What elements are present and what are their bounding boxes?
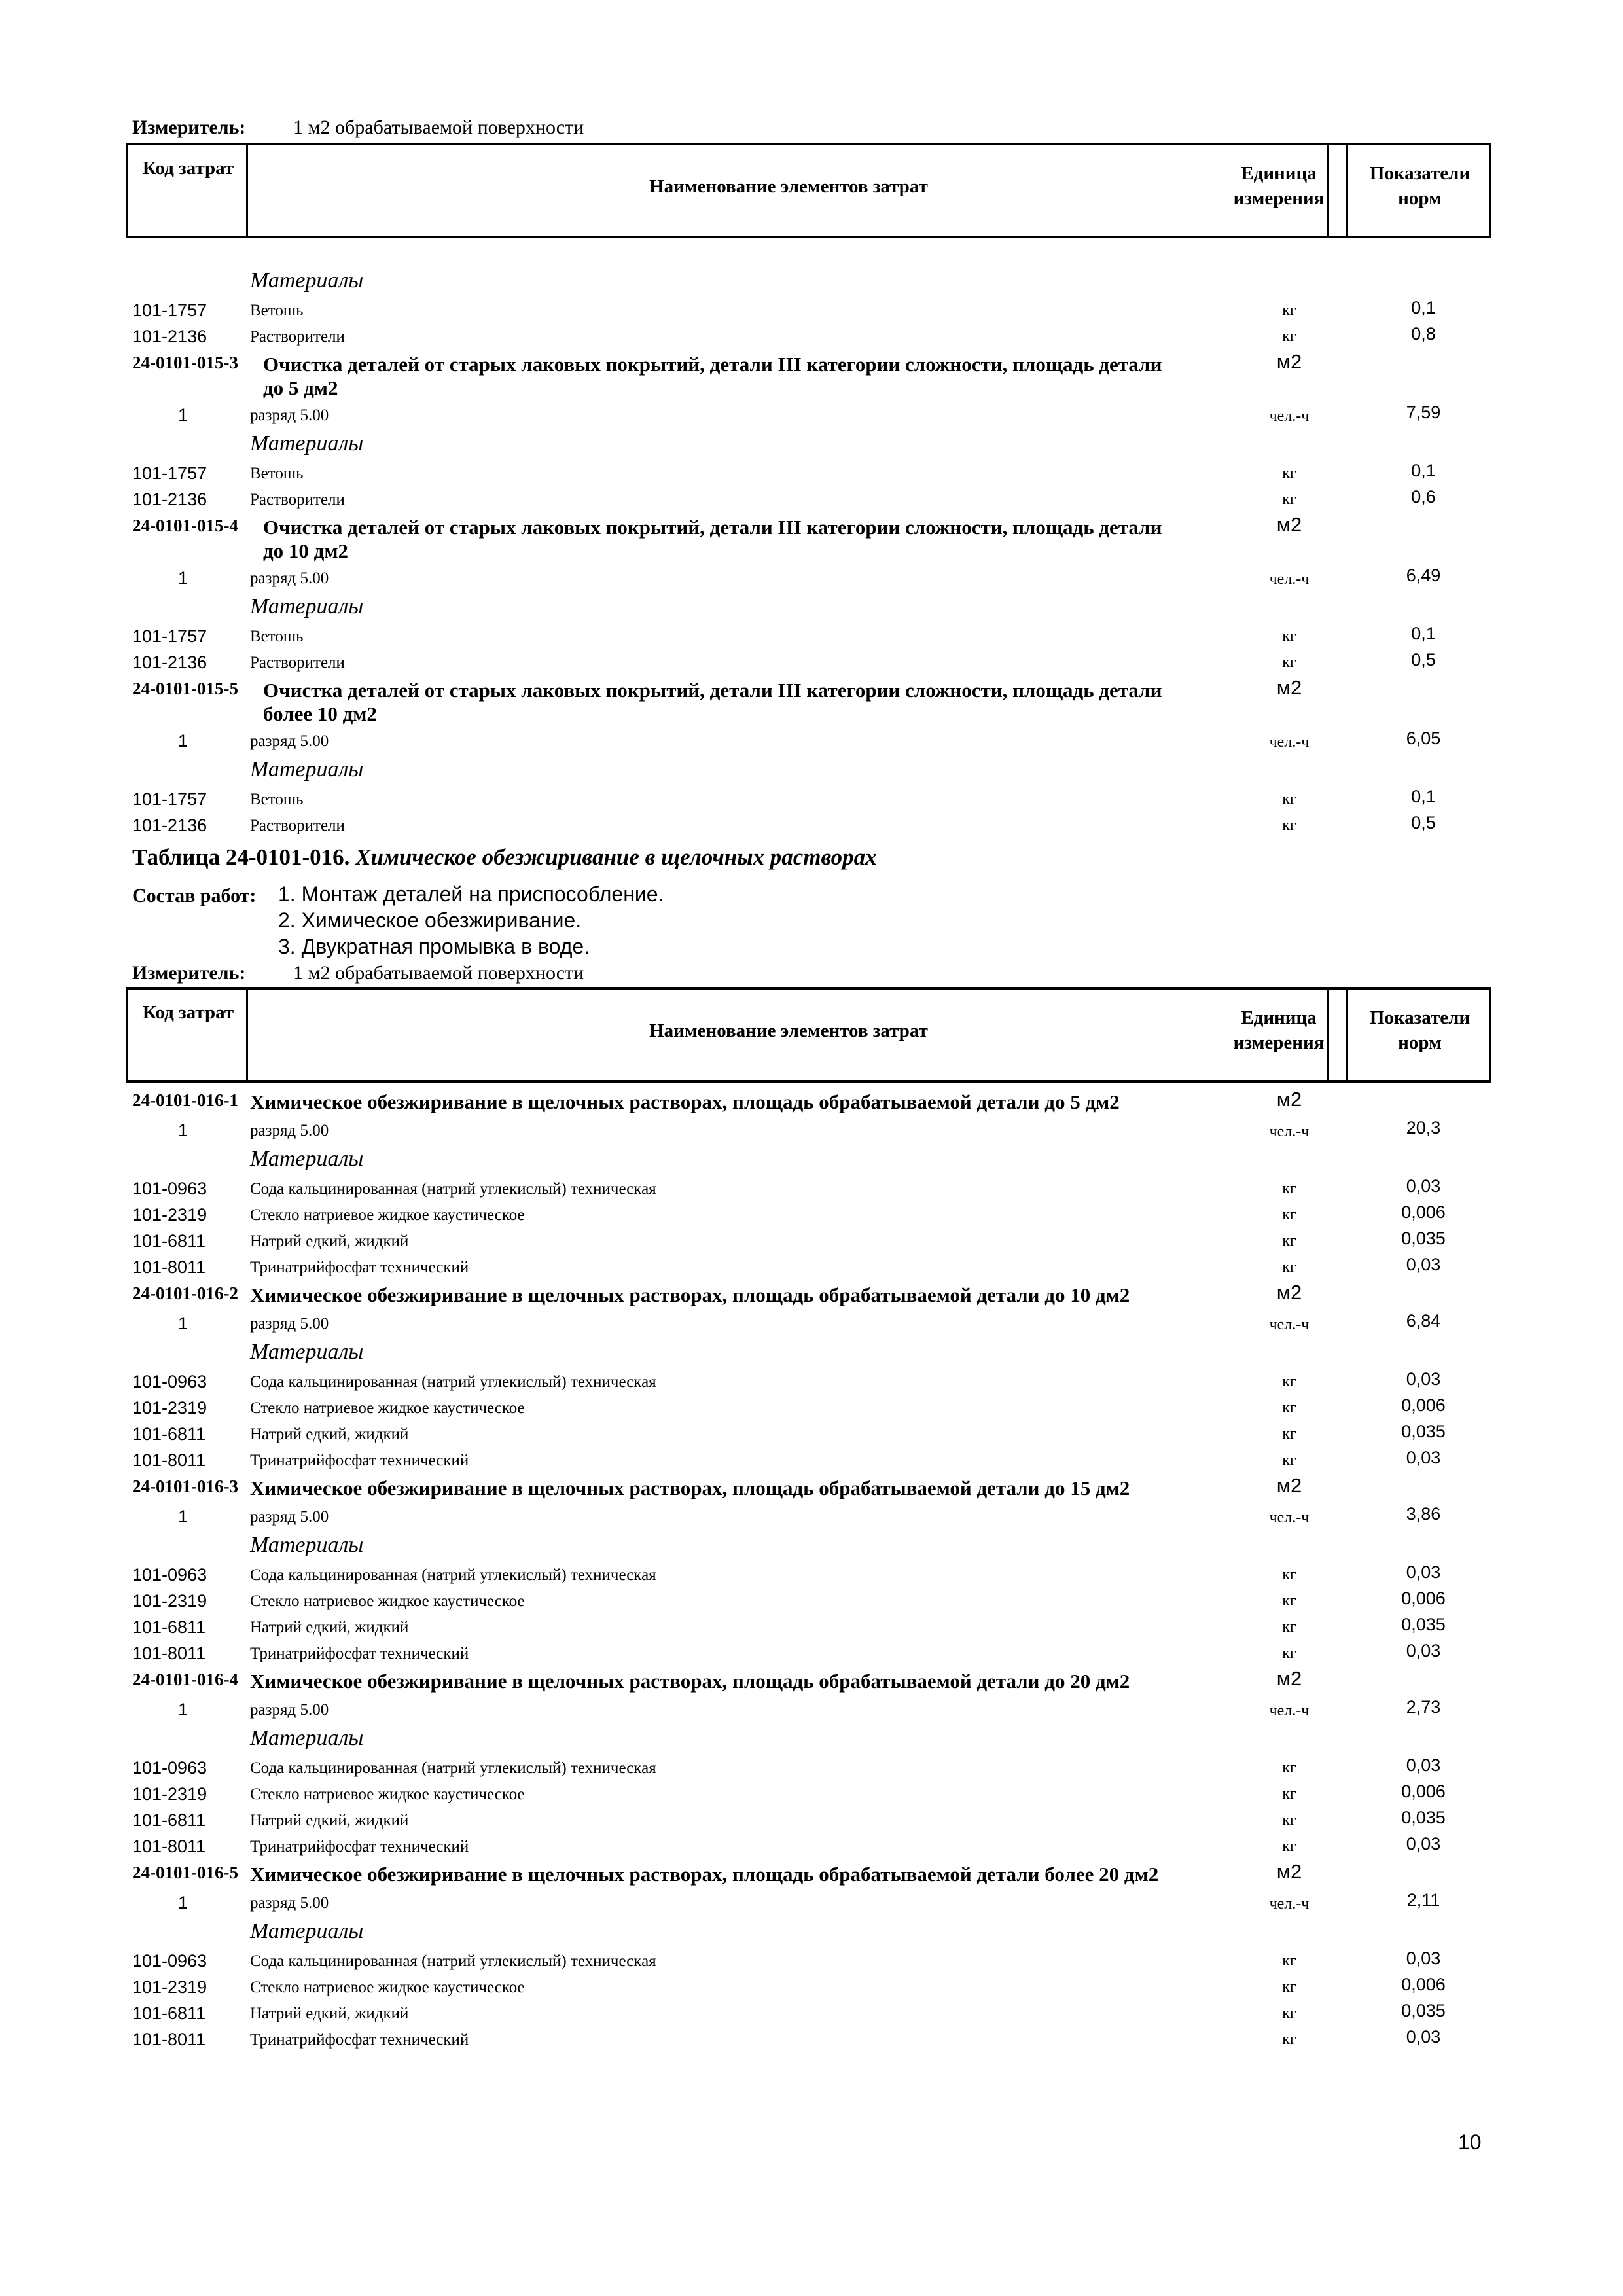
table-row xyxy=(0,1202,1623,1231)
unit-cell: кг xyxy=(1282,1373,1296,1390)
unit-cell: кг xyxy=(1282,465,1296,482)
norm-cell: 0,5 xyxy=(1411,650,1436,670)
item-title: Химическое обезжиривание в щелочных растворах, площадь обрабатываемой детали до 10 дм2 xyxy=(250,1283,1130,1306)
table-row xyxy=(0,350,1623,399)
table-row xyxy=(0,300,1623,327)
unit-cell: кг xyxy=(1282,1259,1296,1276)
header-norm-line2: норм xyxy=(1398,188,1442,209)
grade-name: разряд 5.00 xyxy=(250,1315,329,1333)
header-norm-line1: Показатели xyxy=(1369,163,1471,184)
table-row xyxy=(0,1369,1623,1398)
table-title-prefix: Таблица 24-0101-016. xyxy=(132,844,350,870)
table-row xyxy=(0,1118,1623,1147)
header-col-norm xyxy=(1348,145,1491,236)
table-row xyxy=(0,728,1623,757)
unit-cell: м2 xyxy=(1276,513,1302,536)
resource-code: 101-0963 xyxy=(132,1951,207,1971)
resource-name: Стекло натриевое жидкое каустическое xyxy=(250,1592,525,1610)
header2-unit-line2: измерения xyxy=(1233,1032,1325,1053)
work-item-2: 2. Химическое обезжиривание. xyxy=(278,908,582,932)
resource-code: 101-2136 xyxy=(132,490,207,509)
table-row xyxy=(0,1890,1623,1919)
table-row xyxy=(0,1667,1623,1696)
norm-cell: 0,035 xyxy=(1401,1808,1446,1827)
resource-code: 101-6811 xyxy=(132,1617,206,1637)
table-row xyxy=(0,650,1623,679)
table-row xyxy=(0,1090,1623,1117)
resource-code: 101-0963 xyxy=(132,1758,207,1778)
norm-cell: 0,1 xyxy=(1411,624,1436,643)
resource-code: 101-8011 xyxy=(132,1257,206,1277)
resource-code: 101-2319 xyxy=(132,1784,207,1804)
unit-cell: м2 xyxy=(1276,1860,1302,1883)
table-row xyxy=(0,405,1623,431)
header2-norm-line2: норм xyxy=(1398,1032,1442,1053)
grade-name: разряд 5.00 xyxy=(250,406,329,424)
unit-cell: кг xyxy=(1282,302,1296,319)
unit-cell: чел.-ч xyxy=(1269,1509,1310,1526)
item-code: 24-0101-016-1 xyxy=(132,1090,238,1110)
unit-cell: кг xyxy=(1282,328,1296,345)
norm-cell: 0,035 xyxy=(1401,2001,1446,2020)
resource-name: Растворители xyxy=(250,654,345,672)
unit-cell: чел.-ч xyxy=(1269,571,1310,588)
table-row xyxy=(0,268,1623,297)
header-col-unit xyxy=(1209,145,1348,236)
unit-cell: кг xyxy=(1282,2005,1296,2022)
resource-name: Сода кальцинированная (натрий углекислый) техническая xyxy=(250,1566,656,1584)
resource-code: 101-0963 xyxy=(132,1565,207,1585)
unit-cell: кг xyxy=(1282,654,1296,671)
resource-code: 101-6811 xyxy=(132,1810,206,1830)
resource-code: 101-1757 xyxy=(132,789,207,809)
grade-count: 1 xyxy=(178,1700,188,1719)
resource-name: Тринатрийфосфат технический xyxy=(250,1259,469,1276)
norm-cell: 0,006 xyxy=(1401,1782,1446,1801)
table-row xyxy=(0,1726,1623,1755)
unit-cell: чел.-ч xyxy=(1269,1895,1310,1912)
norm-cell: 0,1 xyxy=(1411,298,1436,317)
resource-name: Натрий едкий, жидкий xyxy=(250,1426,409,1443)
table-row xyxy=(0,1311,1623,1340)
grade-count: 1 xyxy=(178,731,188,751)
table-row xyxy=(0,1257,1623,1283)
unit-cell: кг xyxy=(1282,1838,1296,1855)
unit-cell: кг xyxy=(1282,1592,1296,1609)
header2-col-code xyxy=(128,990,248,1080)
meter-value: 1 м2 обрабатываемой поверхности xyxy=(293,117,584,138)
resource-code: 101-2319 xyxy=(132,1977,207,1997)
resource-code: 101-2136 xyxy=(132,327,207,346)
resource-name: Тринатрийфосфат технический xyxy=(250,2031,469,2049)
work-label: Состав работ: xyxy=(132,885,257,906)
table-row xyxy=(0,1588,1623,1617)
norm-cell: 0,5 xyxy=(1411,813,1436,833)
item-title: Химическое обезжиривание в щелочных растворах, площадь обрабатываемой детали более 20 дм2 xyxy=(250,1863,1159,1886)
table-row xyxy=(0,1860,1623,1889)
materials-heading: Материалы xyxy=(250,1147,364,1171)
table-row xyxy=(0,1535,1623,1562)
unit-cell: м2 xyxy=(1276,1088,1302,1111)
resource-name: Тринатрийфосфат технический xyxy=(250,1452,469,1469)
norm-cell: 0,03 xyxy=(1406,1641,1441,1660)
unit-cell: кг xyxy=(1282,1566,1296,1583)
resource-name: Сода кальцинированная (натрий углекислый) техническая xyxy=(250,1373,656,1391)
header-name: Наименование элементов затрат xyxy=(649,176,928,197)
norm-cell: 0,03 xyxy=(1406,1948,1441,1968)
table-row xyxy=(0,1474,1623,1503)
header2-name: Наименование элементов затрат xyxy=(649,1020,928,1041)
resource-code: 101-0963 xyxy=(132,1179,207,1198)
table-row xyxy=(0,1395,1623,1424)
norm-cell: 0,6 xyxy=(1411,487,1436,507)
resource-name: Натрий едкий, жидкий xyxy=(250,2005,409,2022)
grade-count: 1 xyxy=(178,1507,188,1526)
table-row xyxy=(0,2003,1623,2030)
resource-code: 101-2319 xyxy=(132,1205,207,1225)
table-row xyxy=(0,463,1623,490)
grade-count: 1 xyxy=(178,1893,188,1912)
materials-heading: Материалы xyxy=(250,757,364,781)
resource-name: Стекло натриевое жидкое каустическое xyxy=(250,1979,525,1996)
resource-code: 101-6811 xyxy=(132,2003,206,2023)
resource-name: Стекло натриевое жидкое каустическое xyxy=(250,1785,525,1803)
item-title: Очистка деталей от старых лаковых покрытий, детали III категории сложности, площадь детали xyxy=(263,516,1162,539)
grade-name: разряд 5.00 xyxy=(250,569,329,587)
table-row xyxy=(0,1504,1623,1533)
table-row xyxy=(0,1948,1623,1977)
grade-name: разряд 5.00 xyxy=(250,1508,329,1526)
resource-name: Ветошь xyxy=(250,628,304,645)
unit-cell: м2 xyxy=(1276,1474,1302,1497)
unit-cell: кг xyxy=(1282,1426,1296,1443)
item-code: 24-0101-016-4 xyxy=(132,1670,238,1689)
header2-col-norm xyxy=(1348,990,1491,1080)
resource-code: 101-8011 xyxy=(132,1450,206,1470)
materials-heading: Материалы xyxy=(250,1533,364,1557)
resource-name: Ветошь xyxy=(250,465,304,482)
table-row xyxy=(0,1149,1623,1175)
header-unit-line1: Единица xyxy=(1241,163,1317,184)
norm-cell: 0,035 xyxy=(1401,1615,1446,1634)
resource-code: 101-8011 xyxy=(132,2030,206,2049)
header2-col-unit xyxy=(1209,990,1348,1080)
table-row xyxy=(0,594,1623,623)
resource-code: 101-1757 xyxy=(132,463,207,483)
meter-label-2: Измеритель: xyxy=(132,962,246,984)
resource-name: Тринатрийфосфат технический xyxy=(250,1838,469,1856)
item-code: 24-0101-015-3 xyxy=(132,353,238,372)
table-row xyxy=(0,1834,1623,1863)
work-item-1: 1. Монтаж деталей на приспособление. xyxy=(278,882,664,906)
resource-code: 101-6811 xyxy=(132,1424,206,1444)
item-code: 24-0101-015-4 xyxy=(132,516,238,535)
header-code: Код затрат xyxy=(142,158,234,179)
table-header-2 xyxy=(126,987,1491,1083)
materials-heading: Материалы xyxy=(250,1340,364,1364)
table-row xyxy=(0,324,1623,353)
item-title-cont: до 5 дм2 xyxy=(263,376,338,399)
norm-cell: 6,84 xyxy=(1406,1311,1441,1331)
norm-cell: 0,03 xyxy=(1406,1834,1441,1854)
unit-cell: кг xyxy=(1282,1785,1296,1803)
norm-cell: 0,006 xyxy=(1401,1975,1446,1994)
table-row xyxy=(0,1424,1623,1450)
table-row xyxy=(0,1755,1623,1784)
table-row xyxy=(0,813,1623,842)
norm-cell: 6,49 xyxy=(1406,565,1441,585)
resource-name: Сода кальцинированная (натрий углекислый) техническая xyxy=(250,1952,656,1970)
materials-heading: Материалы xyxy=(250,594,364,619)
unit-cell: кг xyxy=(1282,1180,1296,1197)
resource-code: 101-2136 xyxy=(132,653,207,672)
norm-cell: 0,03 xyxy=(1406,1448,1441,1467)
unit-cell: чел.-ч xyxy=(1269,1702,1310,1719)
norm-cell: 0,1 xyxy=(1411,787,1436,806)
work-item-3: 3. Двукратная промывка в воде. xyxy=(278,935,590,958)
resource-code: 101-2136 xyxy=(132,816,207,835)
table-row xyxy=(0,1283,1623,1310)
header2-unit-line1: Единица xyxy=(1241,1007,1317,1028)
table-title-text: Химическое обезжиривание в щелочных растворах xyxy=(355,844,877,870)
resource-name: Стекло натриевое жидкое каустическое xyxy=(250,1206,525,1224)
header-col-code xyxy=(128,145,248,236)
norm-cell: 20,3 xyxy=(1406,1118,1441,1138)
norm-cell: 0,035 xyxy=(1401,1422,1446,1441)
grade-count: 1 xyxy=(178,405,188,425)
grade-name: разряд 5.00 xyxy=(250,1122,329,1139)
norm-cell: 0,03 xyxy=(1406,1255,1441,1274)
table-row xyxy=(0,626,1623,653)
table-row xyxy=(0,1562,1623,1591)
header-col-name xyxy=(248,145,1329,236)
resource-code: 101-2319 xyxy=(132,1591,207,1611)
resource-code: 101-8011 xyxy=(132,1643,206,1663)
unit-cell: кг xyxy=(1282,1452,1296,1469)
table-row xyxy=(0,1919,1623,1948)
grade-count: 1 xyxy=(178,1314,188,1333)
materials-heading: Материалы xyxy=(250,431,364,456)
unit-cell: кг xyxy=(1282,491,1296,508)
table-row xyxy=(0,1450,1623,1477)
table-row xyxy=(0,487,1623,516)
item-title-cont: более 10 дм2 xyxy=(263,702,377,725)
table-row xyxy=(0,789,1623,816)
item-title-cont: до 10 дм2 xyxy=(263,539,348,562)
unit-cell: кг xyxy=(1282,1952,1296,1969)
resource-name: Натрий едкий, жидкий xyxy=(250,1232,409,1250)
norm-cell: 6,05 xyxy=(1406,728,1441,748)
unit-cell: м2 xyxy=(1276,676,1302,699)
item-code: 24-0101-016-3 xyxy=(132,1477,238,1496)
table-row xyxy=(0,565,1623,594)
resource-name: Растворители xyxy=(250,328,345,346)
norm-cell: 2,73 xyxy=(1406,1697,1441,1717)
resource-name: Ветошь xyxy=(250,302,304,319)
norm-cell: 3,86 xyxy=(1406,1504,1441,1524)
grade-name: разряд 5.00 xyxy=(250,1894,329,1912)
resource-name: Сода кальцинированная (натрий углекислый) техническая xyxy=(250,1759,656,1777)
resource-name: Ветошь xyxy=(250,791,304,808)
item-title: Очистка деталей от старых лаковых покрытий, детали III категории сложности, площадь детали xyxy=(263,679,1162,702)
unit-cell: м2 xyxy=(1276,350,1302,373)
header2-norm-line1: Показатели xyxy=(1369,1007,1471,1028)
unit-cell: кг xyxy=(1282,1206,1296,1223)
table-row xyxy=(0,1176,1623,1205)
table-row xyxy=(0,1784,1623,1810)
norm-cell: 0,035 xyxy=(1401,1229,1446,1248)
materials-heading: Материалы xyxy=(250,1726,364,1750)
unit-cell: кг xyxy=(1282,628,1296,645)
table-title xyxy=(132,844,877,870)
table-row xyxy=(0,1231,1623,1257)
grade-count: 1 xyxy=(178,568,188,588)
table-row xyxy=(0,676,1623,725)
table-row xyxy=(0,1643,1623,1670)
table-row xyxy=(0,1617,1623,1643)
norm-cell: 0,006 xyxy=(1401,1202,1446,1222)
resource-name: Сода кальцинированная (натрий углекислый) техническая xyxy=(250,1180,656,1198)
meter-label: Измеритель: xyxy=(132,117,246,138)
header2-code: Код затрат xyxy=(142,1002,234,1023)
unit-cell: кг xyxy=(1282,817,1296,834)
norm-cell: 0,006 xyxy=(1401,1588,1446,1608)
resource-code: 101-1757 xyxy=(132,626,207,646)
table-row xyxy=(0,1810,1623,1837)
norm-cell: 0,03 xyxy=(1406,1176,1441,1196)
resource-code: 101-1757 xyxy=(132,300,207,320)
unit-cell: кг xyxy=(1282,1812,1296,1829)
norm-cell: 0,03 xyxy=(1406,1369,1441,1389)
table-header-1 xyxy=(126,143,1491,238)
norm-cell: 0,03 xyxy=(1406,1755,1441,1775)
resource-name: Натрий едкий, жидкий xyxy=(250,1812,409,1829)
norm-cell: 2,11 xyxy=(1406,1890,1440,1910)
norm-cell: 0,03 xyxy=(1406,2027,1441,2047)
resource-name: Растворители xyxy=(250,491,345,509)
item-title: Очистка деталей от старых лаковых покрытий, детали III категории сложности, площадь детали xyxy=(263,353,1162,376)
resource-name: Растворители xyxy=(250,817,345,834)
norm-cell: 0,1 xyxy=(1411,461,1436,480)
norm-cell: 0,8 xyxy=(1411,324,1436,344)
meter-value-2: 1 м2 обрабатываемой поверхности xyxy=(293,962,584,984)
item-code: 24-0101-016-2 xyxy=(132,1283,238,1303)
header2-col-name xyxy=(248,990,1329,1080)
materials-heading: Материалы xyxy=(250,268,364,293)
unit-cell: чел.-ч xyxy=(1269,734,1310,751)
unit-cell: чел.-ч xyxy=(1269,1123,1310,1140)
unit-cell: чел.-ч xyxy=(1269,1316,1310,1333)
unit-cell: кг xyxy=(1282,1232,1296,1249)
norm-cell: 7,59 xyxy=(1406,403,1441,422)
norm-cell: 0,006 xyxy=(1401,1395,1446,1415)
item-title: Химическое обезжиривание в щелочных растворах, площадь обрабатываемой детали до 20 дм2 xyxy=(250,1670,1130,1693)
resource-name: Стекло натриевое жидкое каустическое xyxy=(250,1399,525,1417)
unit-cell: кг xyxy=(1282,1645,1296,1662)
resource-name: Натрий едкий, жидкий xyxy=(250,1619,409,1636)
unit-cell: кг xyxy=(1282,791,1296,808)
unit-cell: чел.-ч xyxy=(1269,408,1310,425)
table-row xyxy=(0,431,1623,460)
resource-name: Тринатрийфосфат технический xyxy=(250,1645,469,1662)
header-unit-line2: измерения xyxy=(1233,188,1325,209)
item-code: 24-0101-015-5 xyxy=(132,679,238,698)
materials-heading: Материалы xyxy=(250,1919,364,1943)
resource-code: 101-6811 xyxy=(132,1231,206,1251)
resource-code: 101-0963 xyxy=(132,1372,207,1391)
resource-code: 101-8011 xyxy=(132,1837,206,1856)
table-row xyxy=(0,2027,1623,2056)
norm-cell: 0,03 xyxy=(1406,1562,1441,1582)
resource-code: 101-2319 xyxy=(132,1398,207,1418)
table-row xyxy=(0,757,1623,786)
table-row xyxy=(0,1697,1623,1726)
item-code: 24-0101-016-5 xyxy=(132,1863,238,1882)
unit-cell: кг xyxy=(1282,2031,1296,2048)
table-row xyxy=(0,1977,1623,2003)
grade-name: разряд 5.00 xyxy=(250,732,329,750)
unit-cell: кг xyxy=(1282,1759,1296,1776)
page-number: 10 xyxy=(1458,2130,1482,2154)
table-row xyxy=(0,1342,1623,1369)
unit-cell: м2 xyxy=(1276,1667,1302,1690)
item-title: Химическое обезжиривание в щелочных растворах, площадь обрабатываемой детали до 15 дм2 xyxy=(250,1477,1130,1499)
item-title: Химическое обезжиривание в щелочных растворах, площадь обрабатываемой детали до 5 дм2 xyxy=(250,1090,1120,1113)
unit-cell: м2 xyxy=(1276,1281,1302,1304)
grade-count: 1 xyxy=(178,1121,188,1140)
table-row xyxy=(0,513,1623,562)
grade-name: разряд 5.00 xyxy=(250,1701,329,1719)
unit-cell: кг xyxy=(1282,1979,1296,1996)
unit-cell: кг xyxy=(1282,1619,1296,1636)
unit-cell: кг xyxy=(1282,1399,1296,1416)
